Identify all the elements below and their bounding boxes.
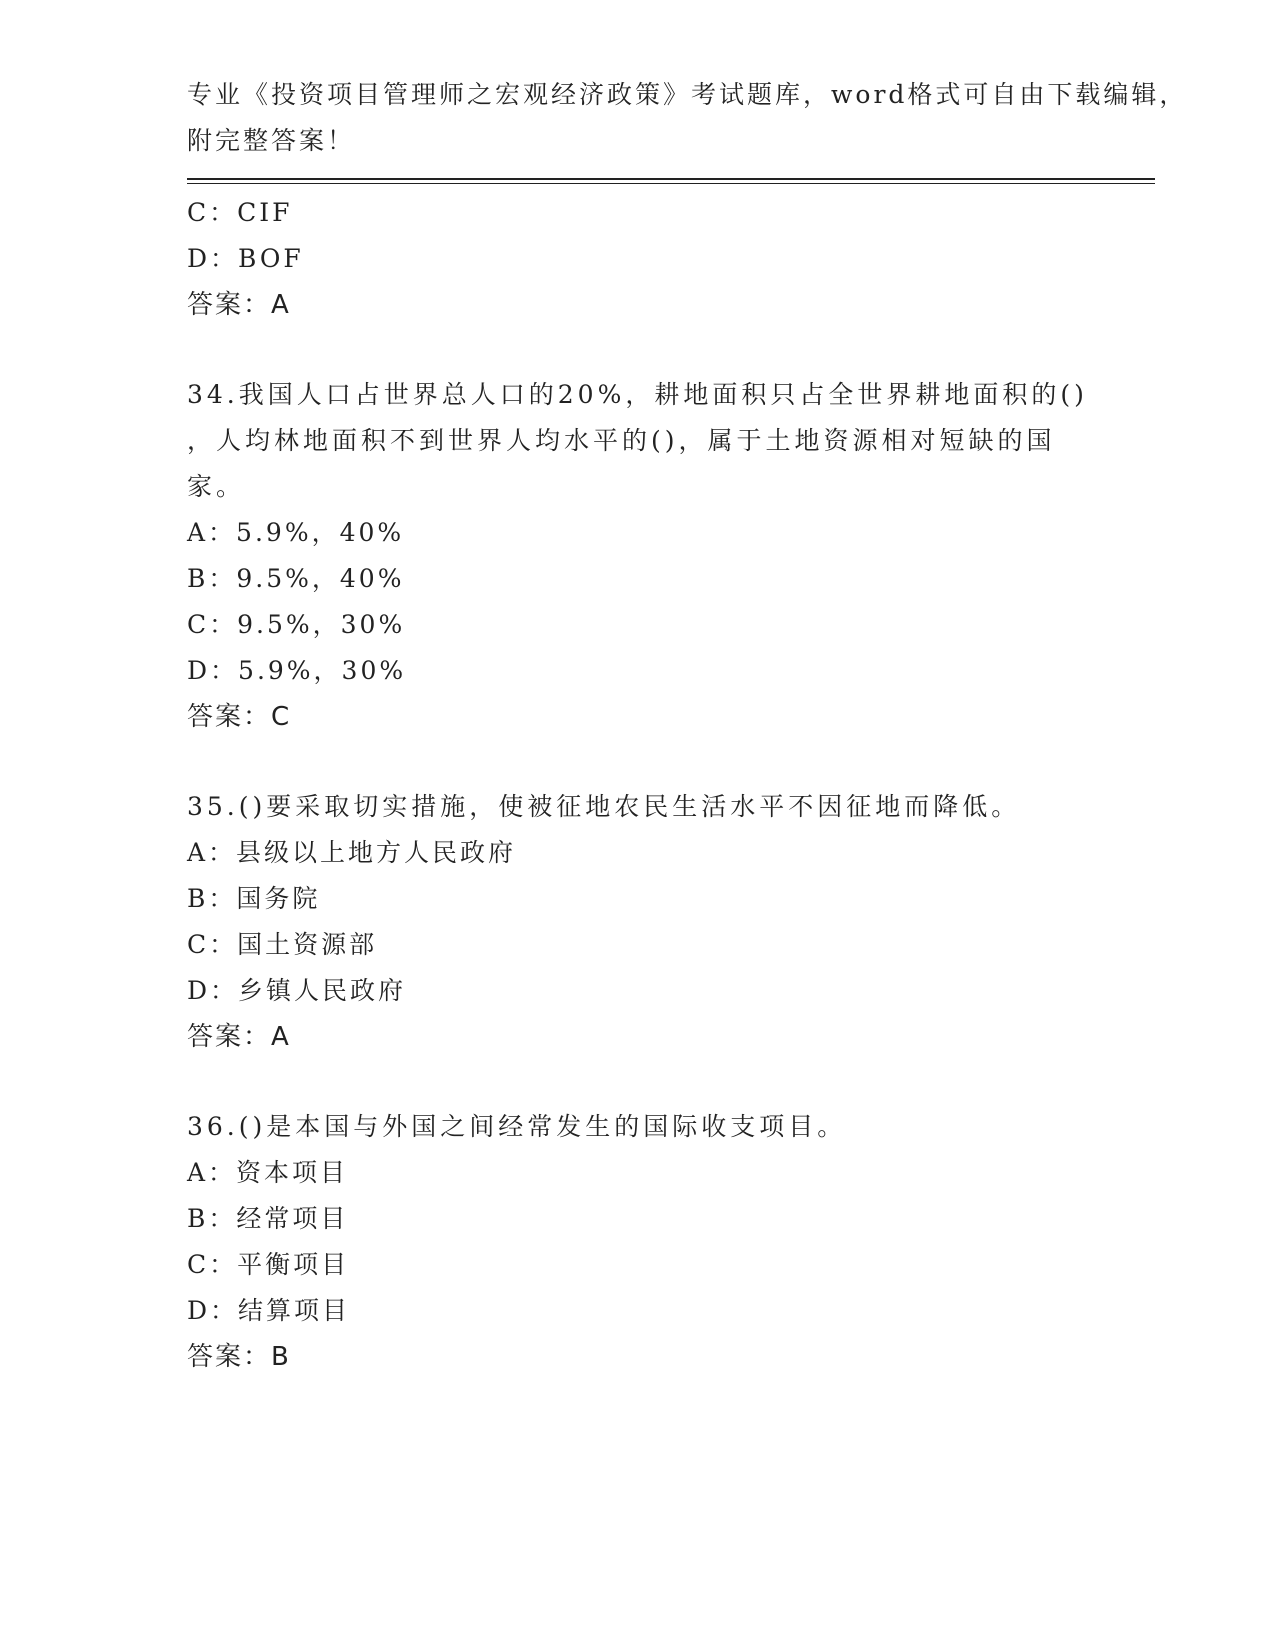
answer-label: 答案：A	[187, 1022, 291, 1052]
option-c: C：CIF	[187, 198, 293, 227]
option-d: D：BOF	[187, 244, 304, 273]
spacer	[187, 328, 1077, 372]
question-content	[187, 190, 1088, 1380]
option-a: A：5.9%，40%	[187, 518, 405, 547]
header-divider-thick	[187, 178, 1155, 180]
question-36	[187, 1104, 1077, 1380]
option-b: B：经常项目	[187, 1204, 349, 1233]
option-d: D：5.9%，30%	[187, 656, 407, 685]
header-line-1: 专业《投资项目管理师之宏观经济政策》考试题库，word格式可自由下载编辑，	[187, 80, 1188, 109]
option-b: B：国务院	[187, 884, 321, 913]
option-b: B：9.5%，40%	[187, 564, 405, 593]
question-35	[187, 784, 1077, 1060]
document-header	[187, 72, 1188, 164]
spacer	[187, 740, 1077, 784]
question-text-line: ，人均林地面积不到世界人均水平的()，属于土地资源相对短缺的国	[187, 426, 1056, 455]
option-c: C：平衡项目	[187, 1250, 350, 1279]
question-text-line: 36.()是本国与外国之间经常发生的国际收支项目。	[187, 1112, 847, 1141]
question-text-line: 35.()要采取切实措施，使被征地农民生活水平不因征地而降低。	[187, 792, 1021, 821]
header-divider-thin	[187, 183, 1155, 184]
question-34	[187, 372, 1088, 740]
answer-label: 答案：B	[187, 1342, 291, 1372]
header-line-2: 附完整答案！	[187, 126, 356, 155]
question-text-line: 家。	[187, 472, 246, 501]
spacer	[187, 1060, 1077, 1104]
option-a: A：县级以上地方人民政府	[187, 838, 517, 867]
option-c: C：9.5%，30%	[187, 610, 406, 639]
question-text-line: 34.我国人口占世界总人口的20%，耕地面积只占全世界耕地面积的()	[187, 380, 1088, 409]
answer-label: 答案：C	[187, 702, 292, 732]
option-a: A：资本项目	[187, 1158, 349, 1187]
option-d: D：结算项目	[187, 1296, 351, 1325]
option-c: C：国土资源部	[187, 930, 378, 959]
answer-label: 答案：A	[187, 290, 291, 320]
option-d: D：乡镇人民政府	[187, 976, 407, 1005]
question-33-fragment	[187, 190, 1077, 328]
